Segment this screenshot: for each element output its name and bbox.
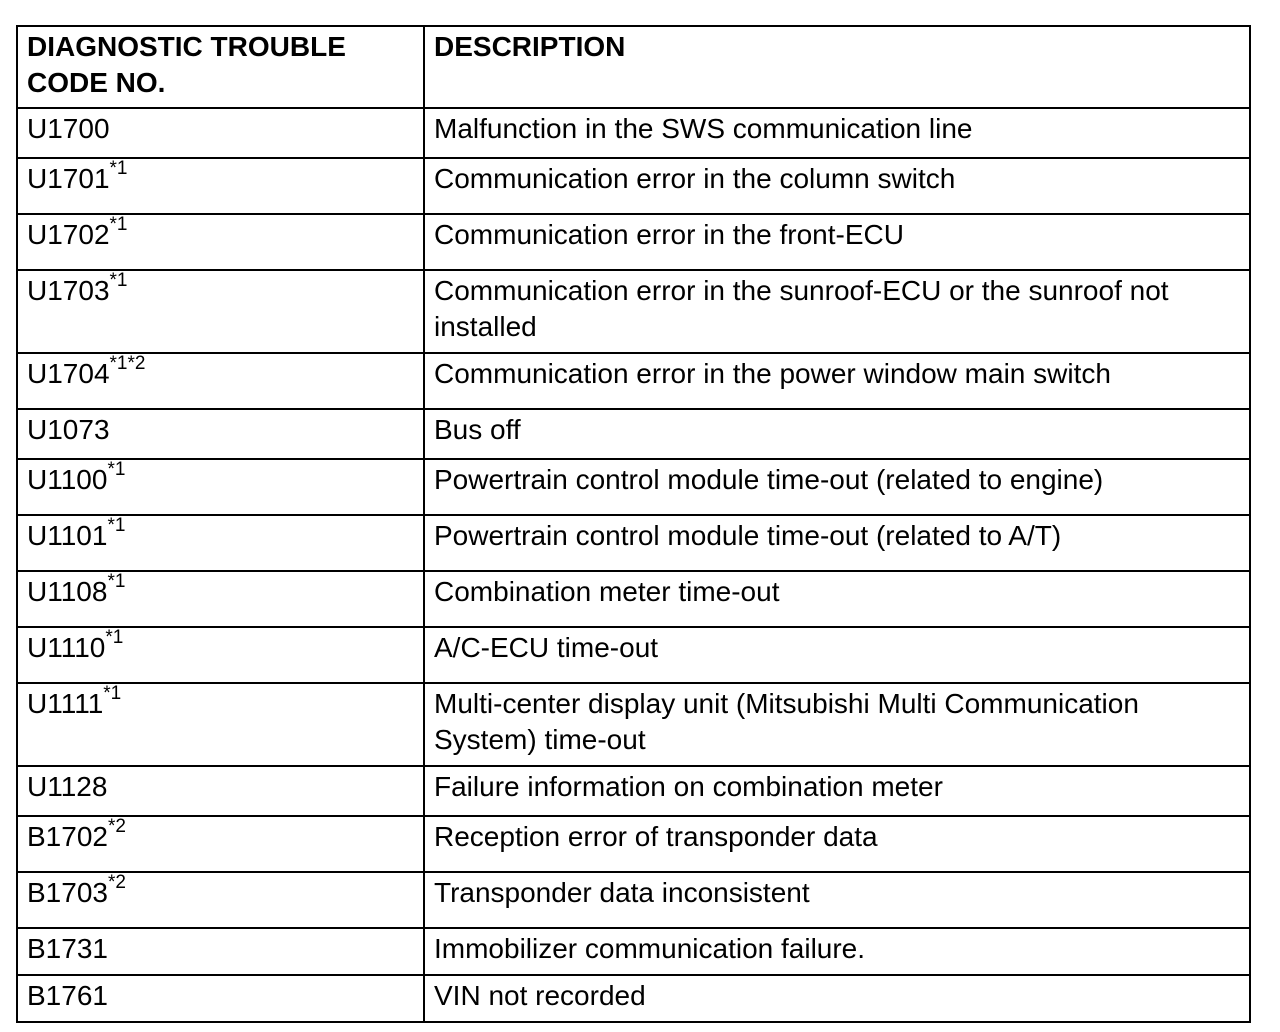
dtc-code-cell <box>17 816 424 872</box>
dtc-code: B1731 <box>27 933 108 964</box>
dtc-description: Bus off <box>424 409 1250 459</box>
dtc-footnote-mark: *1 <box>109 157 128 179</box>
dtc-description: Malfunction in the SWS communication line <box>424 108 1250 158</box>
dtc-code: U1101 <box>27 520 108 551</box>
dtc-footnote-mark: *1 <box>103 682 122 704</box>
dtc-description: Communication error in the sunroof-ECU or the sunroof not installed <box>424 270 1250 353</box>
dtc-code-cell <box>17 872 424 928</box>
dtc-code: U1108 <box>27 576 108 607</box>
table-row <box>17 683 1250 766</box>
dtc-footnote-mark: *1 <box>107 570 126 592</box>
dtc-code-cell <box>17 270 424 353</box>
dtc-description: Failure information on combination meter <box>424 766 1250 816</box>
table-row <box>17 108 1250 158</box>
dtc-footnote-mark: *1 <box>109 213 128 235</box>
dtc-code-cell <box>17 353 424 409</box>
dtc-footnote-mark: *1*2 <box>109 352 146 374</box>
dtc-code: U1073 <box>27 414 110 445</box>
dtc-code-cell <box>17 108 424 158</box>
dtc-code: U1100 <box>27 464 108 495</box>
table-row <box>17 975 1250 1022</box>
dtc-description: Transponder data inconsistent <box>424 872 1250 928</box>
dtc-code: U1702 <box>27 219 110 250</box>
dtc-table <box>16 25 1251 1023</box>
dtc-description: Powertrain control module time-out (related to A/T) <box>424 515 1250 571</box>
table-row <box>17 928 1250 975</box>
dtc-code-cell <box>17 571 424 627</box>
table-row <box>17 627 1250 683</box>
table-row <box>17 214 1250 270</box>
dtc-code-cell <box>17 158 424 214</box>
dtc-code-cell <box>17 515 424 571</box>
dtc-description: Powertrain control module time-out (related to engine) <box>424 459 1250 515</box>
table-row <box>17 872 1250 928</box>
dtc-description: Communication error in the front-ECU <box>424 214 1250 270</box>
dtc-description: Combination meter time-out <box>424 571 1250 627</box>
dtc-footnote-mark: *1 <box>107 514 126 536</box>
dtc-code-cell <box>17 214 424 270</box>
table-row <box>17 766 1250 816</box>
dtc-description: Communication error in the column switch <box>424 158 1250 214</box>
dtc-description: A/C-ECU time-out <box>424 627 1250 683</box>
table-row <box>17 459 1250 515</box>
header-code: DIAGNOSTIC TROUBLE CODE NO. <box>17 26 424 108</box>
dtc-footnote-mark: *1 <box>109 269 128 291</box>
table-row <box>17 409 1250 459</box>
dtc-description: Immobilizer communication failure. <box>424 928 1250 975</box>
dtc-code: U1703 <box>27 275 110 306</box>
dtc-description: Communication error in the power window main switch <box>424 353 1250 409</box>
dtc-code-cell <box>17 975 424 1022</box>
dtc-code: B1761 <box>27 980 108 1011</box>
dtc-footnote-mark: *1 <box>105 626 124 648</box>
dtc-code-cell <box>17 459 424 515</box>
dtc-code: U1704 <box>27 358 110 389</box>
dtc-code: U1110 <box>27 632 106 663</box>
table-row <box>17 158 1250 214</box>
dtc-code: U1701 <box>27 163 110 194</box>
dtc-description: Reception error of transponder data <box>424 816 1250 872</box>
dtc-code-cell <box>17 766 424 816</box>
dtc-code: U1700 <box>27 113 110 144</box>
table-row <box>17 270 1250 353</box>
dtc-code: U1128 <box>27 771 108 802</box>
dtc-code-cell <box>17 928 424 975</box>
header-description: DESCRIPTION <box>424 26 1250 108</box>
dtc-code-cell <box>17 409 424 459</box>
table-header-row <box>17 26 1250 108</box>
dtc-footnote-mark: *1 <box>107 458 126 480</box>
dtc-code: B1702 <box>27 821 108 852</box>
dtc-code: U1111 <box>27 688 104 719</box>
dtc-footnote-mark: *2 <box>107 815 126 837</box>
table-row <box>17 515 1250 571</box>
dtc-code: B1703 <box>27 877 108 908</box>
table-row <box>17 353 1250 409</box>
dtc-code-cell <box>17 627 424 683</box>
dtc-footnote-mark: *2 <box>107 871 126 893</box>
dtc-table-body <box>17 26 1250 1022</box>
table-row <box>17 816 1250 872</box>
dtc-code-cell <box>17 683 424 766</box>
dtc-description: VIN not recorded <box>424 975 1250 1022</box>
dtc-description: Multi-center display unit (Mitsubishi Multi Communication System) time-out <box>424 683 1250 766</box>
table-row <box>17 571 1250 627</box>
